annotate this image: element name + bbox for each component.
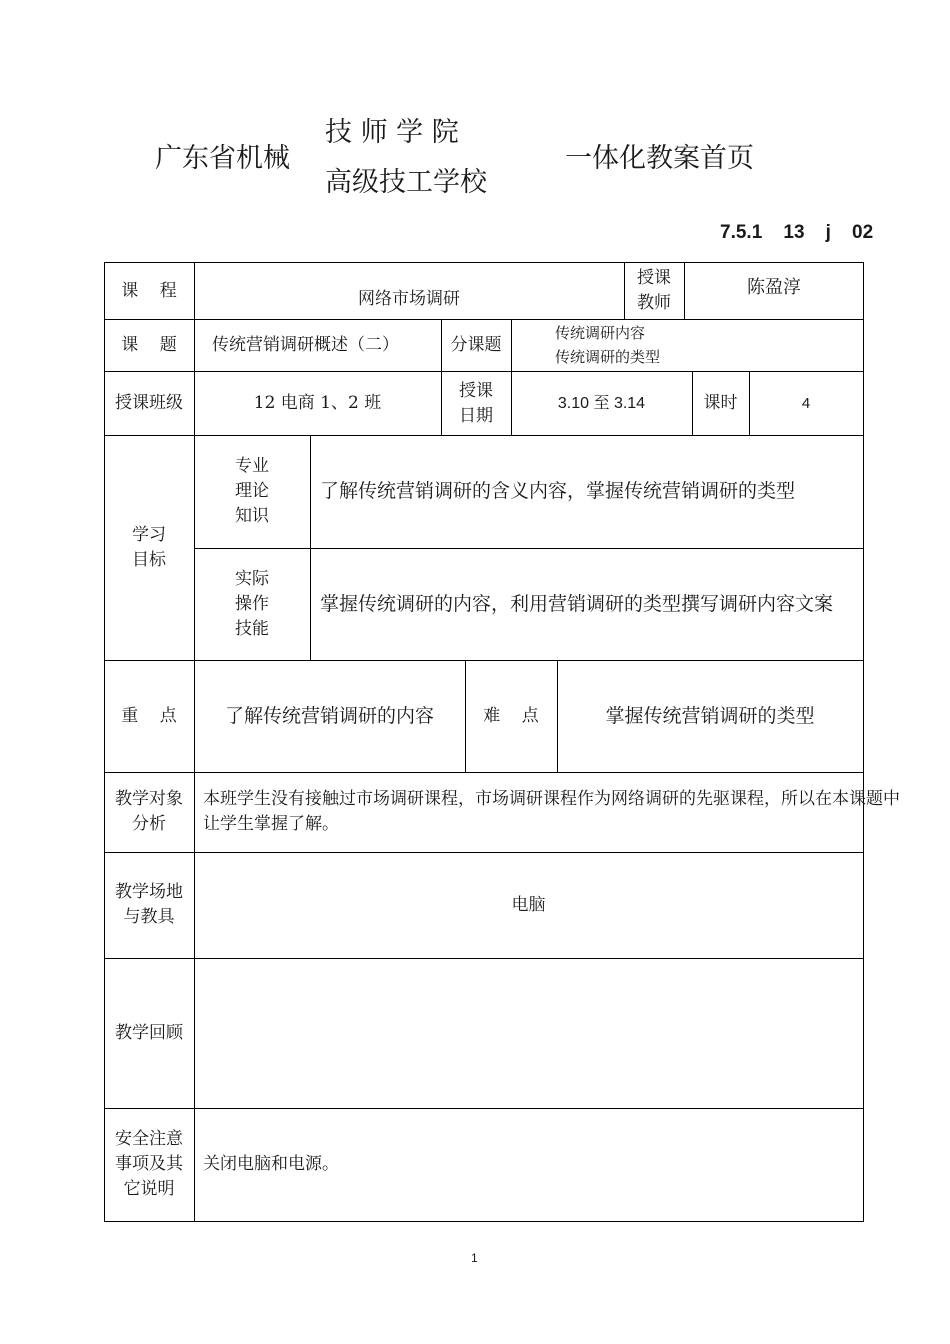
review-label: 教学回顾 (115, 1022, 183, 1043)
theory-label: 专业 理论 知识 (235, 456, 269, 526)
audience-label: 教学对象 分析 (115, 789, 183, 834)
goal-label: 学习 目标 (132, 525, 166, 570)
school-name-mid-top: 技 师 学 院 (325, 117, 459, 148)
skill-value: 掌握传统调研的内容，利用营销调研的类型撰写调研内容文案 (320, 592, 834, 615)
audience-value: 本班学生没有接触过市场调研课程，市场调研课程作为网络调研的先驱课程，所以在本课题中让学生掌握了解。 (203, 789, 900, 834)
key-value: 了解传统营销调研的内容 (224, 704, 434, 727)
course-value: 网络市场调研 (358, 288, 460, 309)
teacher-label: 授课 教师 (637, 268, 671, 313)
date-value: 3.10 至 3.14 (557, 395, 646, 412)
teacher-value: 陈盈淳 (747, 276, 801, 298)
course-label: 课 程 (121, 280, 177, 301)
school-name-mid-bottom: 高级技工学校 (325, 167, 487, 198)
class-label: 授课班级 (115, 393, 183, 413)
safety-value: 关闭电脑和电源。 (203, 1154, 339, 1174)
venue-label: 教学场地 与教具 (115, 882, 183, 927)
review-value (194, 958, 863, 1108)
school-name-left: 广东省机械 (155, 143, 290, 174)
subtopic-value: 传统调研内容 传统调研的类型 (555, 324, 661, 366)
venue-value: 电脑 (511, 894, 546, 915)
page-number: 1 (471, 1251, 478, 1265)
hours-label: 课时 (703, 393, 738, 413)
hours-value: 4 (801, 395, 811, 412)
document-title: 一体化教案首页 (565, 143, 754, 174)
key-label: 重 点 (121, 705, 177, 726)
topic-value: 传统营销调研概述（二） (212, 335, 399, 355)
class-value: 12 电商 1、2 班 (253, 393, 382, 413)
document-code: 7.5.1 13 j 02 (720, 222, 874, 243)
date-label: 授课 日期 (459, 380, 493, 426)
topic-label: 课 题 (121, 335, 177, 355)
difficulty-value: 掌握传统营销调研的类型 (605, 704, 815, 727)
safety-label: 安全注意 事项及其 它说明 (115, 1129, 183, 1199)
subtopic-label: 分课题 (450, 335, 502, 355)
skill-label: 实际 操作 技能 (235, 568, 269, 639)
difficulty-label: 难 点 (483, 705, 539, 726)
theory-value: 了解传统营销调研的含义内容，掌握传统营销调研的类型 (320, 480, 796, 502)
